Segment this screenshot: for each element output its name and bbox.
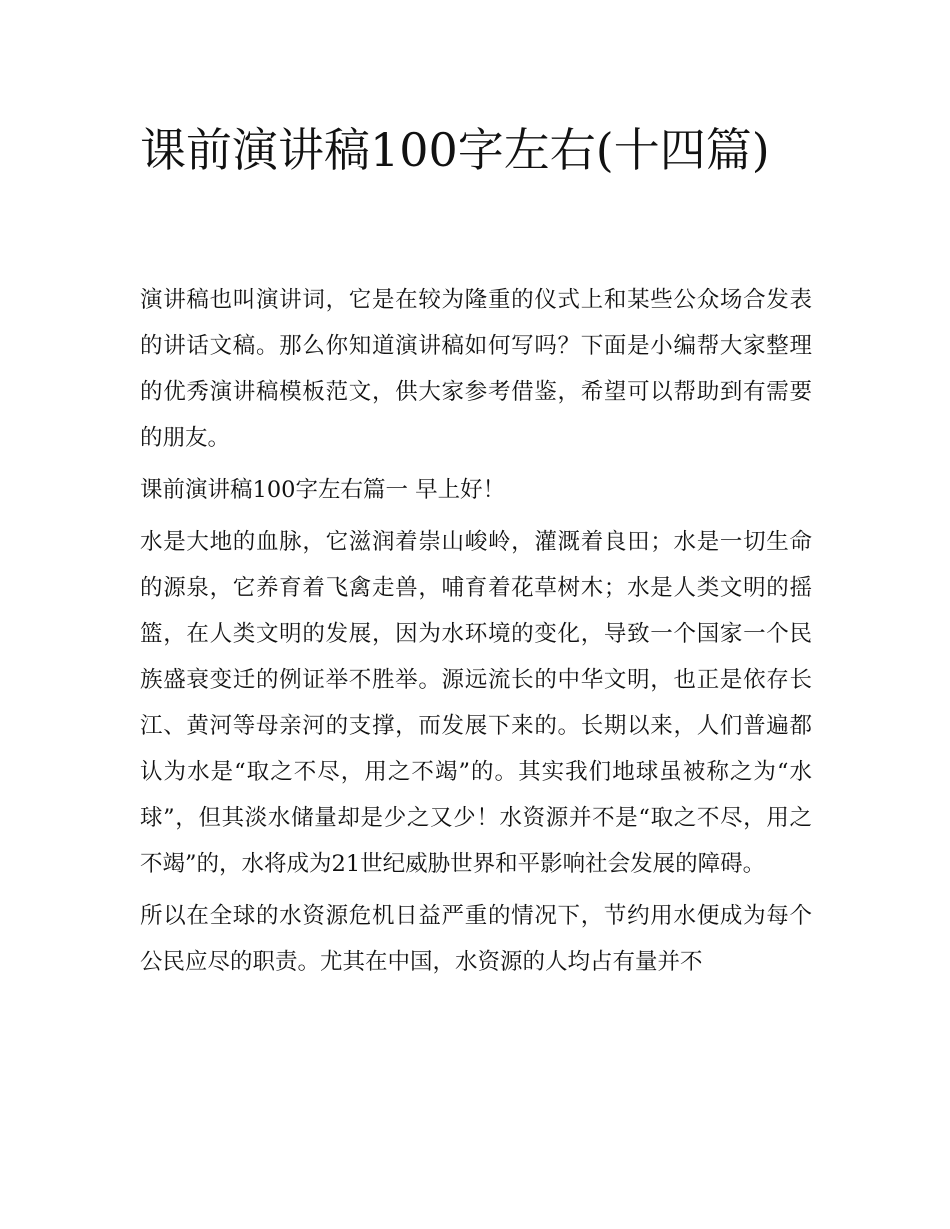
document-title: 课前演讲稿100字左右(十四篇) [140,123,770,177]
paragraph-intro: 演讲稿也叫演讲词，它是在较为隆重的仪式上和某些公众场合发表的讲话文稿。那么你知道演讲稿如何写吗？下面是小编帮大家整理的优秀演讲稿模板范文，供大家参考借鉴，希望可以帮助到有需要的朋友。 [140,287,812,451]
document-body [140,277,812,985]
paragraph-conservation: 所以在全球的水资源危机日益严重的情况下，节约用水便成为每个公民应尽的职责。尤其在中国，水资源的人均占有量并不 [140,903,812,975]
paragraph-section-heading: 课前演讲稿100字左右篇一 早上好！ [140,477,506,503]
paragraph-water: 水是大地的血脉，它滋润着崇山峻岭，灌溉着良田；水是一切生命的源泉，它养育着飞禽走兽，哺育着花草树木；水是人类文明的摇篮，在人类文明的发展，因为水环境的变化，导致一个国家一个民族盛衰变迁的例证举不胜举。源远流长的中华文明，也正是依存长江、黄河等母亲河的支撑，而发展下来的。长期以来，人们普遍都认为水是“取之不尽，用之不竭”的。其实我们地球虽被称之为“水球”，但其淡水储量却是少之又少！水资源并不是“取之不尽，用之不竭”的，水将成为21世纪威胁世界和平影响社会发展的障碍。 [140,529,812,877]
